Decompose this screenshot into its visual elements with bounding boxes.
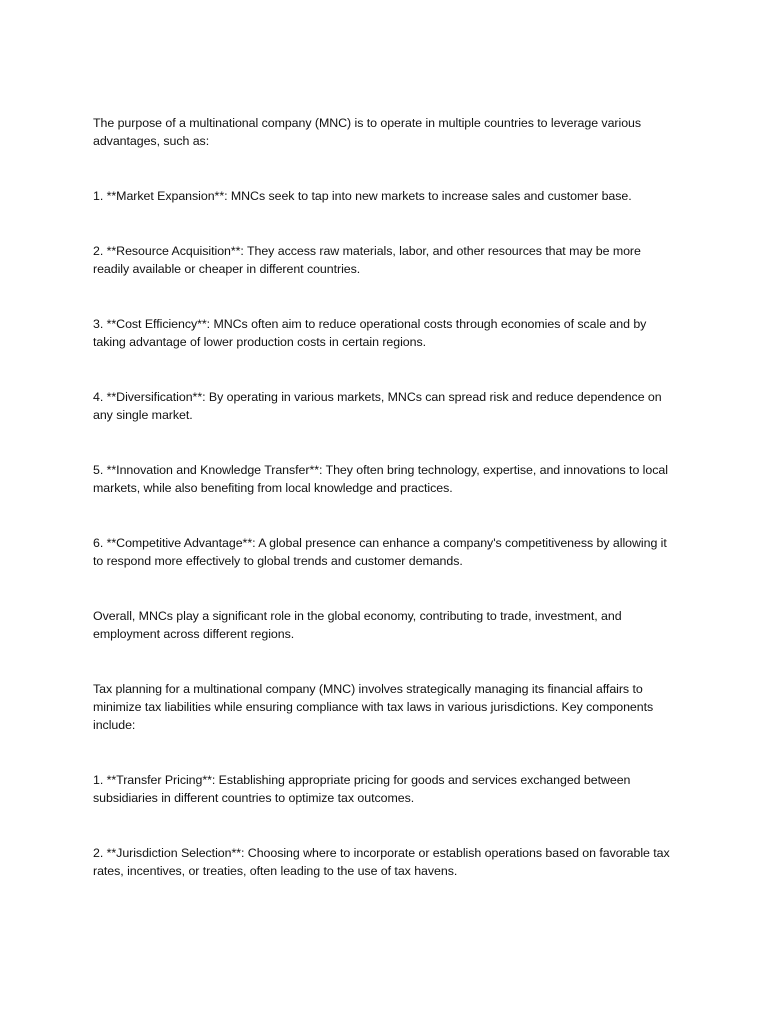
summary-paragraph: Overall, MNCs play a significant role in the global economy, contributing to trade, investment, and employment across different regions. [93,609,622,641]
document-body [93,114,678,917]
list-item-resource-acquisition: 2. **Resource Acquisition**: They access raw materials, labor, and other resources that may be more readily available or cheaper in different countries. [93,244,641,276]
list-item-cost-efficiency: 3. **Cost Efficiency**: MNCs often aim to reduce operational costs through economies of scale and by taking advantage of lower production costs in certain regions. [93,317,647,349]
list-item-innovation: 5. **Innovation and Knowledge Transfer**: They often bring technology, expertise, and innovations to local markets, while also benefiting from local knowledge and practices. [93,463,668,495]
list-item-diversification: 4. **Diversification**: By operating in various markets, MNCs can spread risk and reduce dependence on any single market. [93,390,662,422]
tax-planning-intro: Tax planning for a multinational company (MNC) involves strategically managing its financial affairs to minimize tax liabilities while ensuring compliance with tax laws in various jurisdictions. Key components include: [93,682,654,732]
list-item-jurisdiction-selection: 2. **Jurisdiction Selection**: Choosing where to incorporate or establish operations based on favorable tax rates, incentives, or treaties, often leading to the use of tax havens. [93,846,670,878]
list-item-competitive-advantage: 6. **Competitive Advantage**: A global presence can enhance a company's competitiveness by allowing it to respond more effectively to global trends and customer demands. [93,536,667,568]
intro-paragraph: The purpose of a multinational company (MNC) is to operate in multiple countries to leverage various advantages, such as: [93,116,642,148]
list-item-market-expansion: 1. **Market Expansion**: MNCs seek to tap into new markets to increase sales and customer base. [93,189,632,203]
list-item-transfer-pricing: 1. **Transfer Pricing**: Establishing appropriate pricing for goods and services exchanged between subsidiaries in different countries to optimize tax outcomes. [93,773,631,805]
